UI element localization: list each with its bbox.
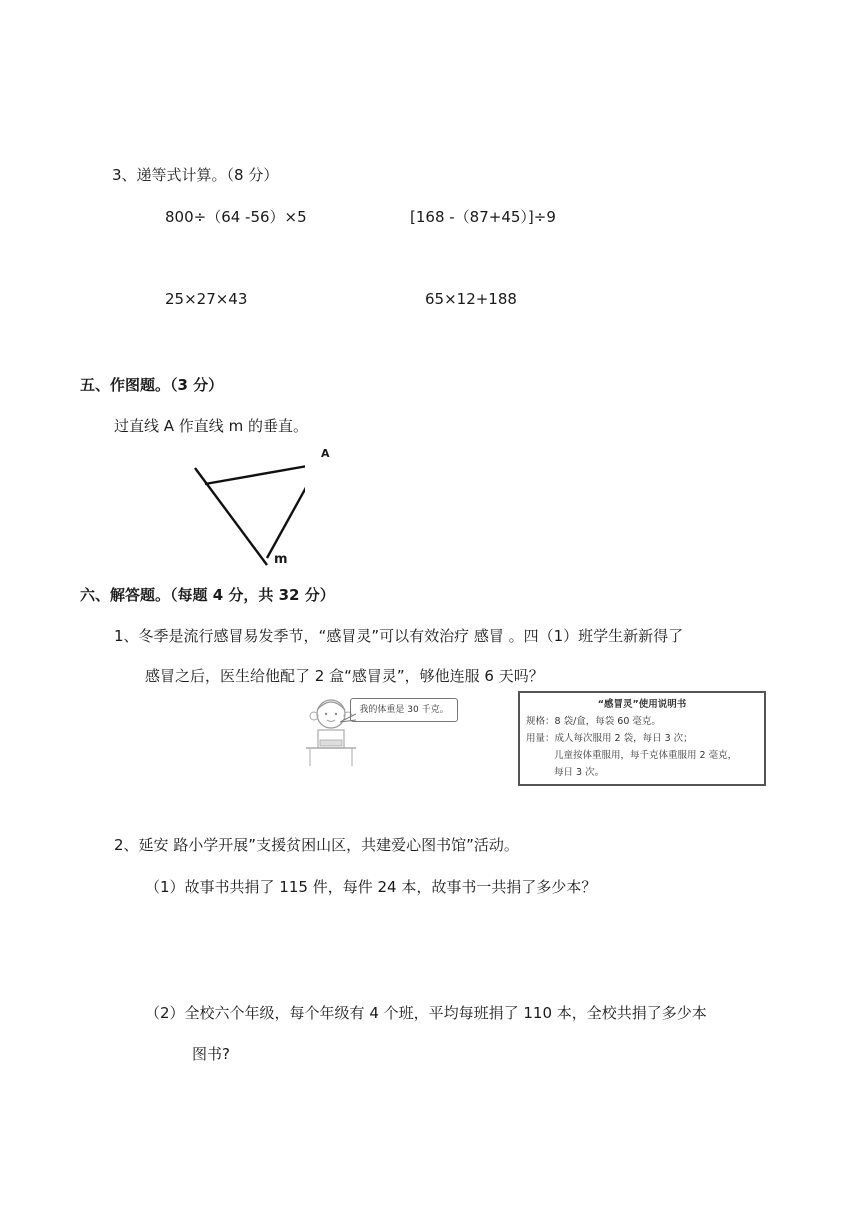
expression-4: 65×12+188 bbox=[425, 290, 517, 308]
q2-sub2-line2: 图书? bbox=[192, 1045, 230, 1063]
q2-sub1: （1）故事书共捐了 115 件，每件 24 本，故事书一共捐了多少本？ bbox=[145, 878, 597, 896]
section3-heading: 3、递等式计算。（8 分） bbox=[112, 166, 279, 184]
expression-1: 800÷（64 -56）×5 bbox=[165, 208, 307, 226]
line-m-label: m bbox=[274, 552, 288, 567]
geometry-figure bbox=[185, 440, 305, 570]
instructions-usage-3: 每日 3 次。 bbox=[554, 767, 605, 778]
instructions-spec: 规格：8 袋/盒，每袋 60 毫克。 bbox=[526, 716, 661, 727]
segment-top bbox=[205, 464, 305, 484]
q2-sub2-line1: （2）全校六个年级，每个年级有 4 个班，平均每班捐了 110 本，全校共捐了多少本 bbox=[145, 1004, 707, 1022]
speech-bubble: 我的体重是 30 千克。 bbox=[350, 698, 458, 722]
q1-text-line1: 1、冬季是流行感冒易发季节，“感冒灵”可以有效治疗 感冒 。四（1）班学生新新得了 bbox=[114, 627, 684, 645]
expression-2: [168 -（87+45）]÷9 bbox=[410, 208, 556, 226]
instructions-usage-1: 用量：成人每次服用 2 袋，每日 3 次； bbox=[526, 733, 693, 744]
part6-heading: 六、解答题。（每题 4 分，共 32 分） bbox=[80, 586, 335, 604]
medicine-instructions-box bbox=[518, 691, 766, 786]
q1-text-line2: 感冒之后，医生给他配了 2 盒“感冒灵”，够他连服 6 天吗？ bbox=[145, 667, 544, 685]
q2-intro: 2、延安 路小学开展”支援贫困山区，共建爱心图书馆”活动。 bbox=[114, 836, 519, 854]
part5-heading: 五、作图题。（3 分） bbox=[80, 376, 224, 394]
instructions-usage-2: 儿童按体重服用，每千克体重服用 2 毫克， bbox=[554, 750, 738, 761]
instructions-title: “感冒灵”使用说明书 bbox=[597, 699, 687, 710]
segment-right bbox=[267, 464, 305, 558]
expression-3: 25×27×43 bbox=[165, 290, 248, 308]
point-a-label: A bbox=[321, 447, 330, 460]
part5-instruction: 过直线 A 作直线 m 的垂直。 bbox=[114, 417, 308, 435]
line-m bbox=[195, 468, 267, 565]
